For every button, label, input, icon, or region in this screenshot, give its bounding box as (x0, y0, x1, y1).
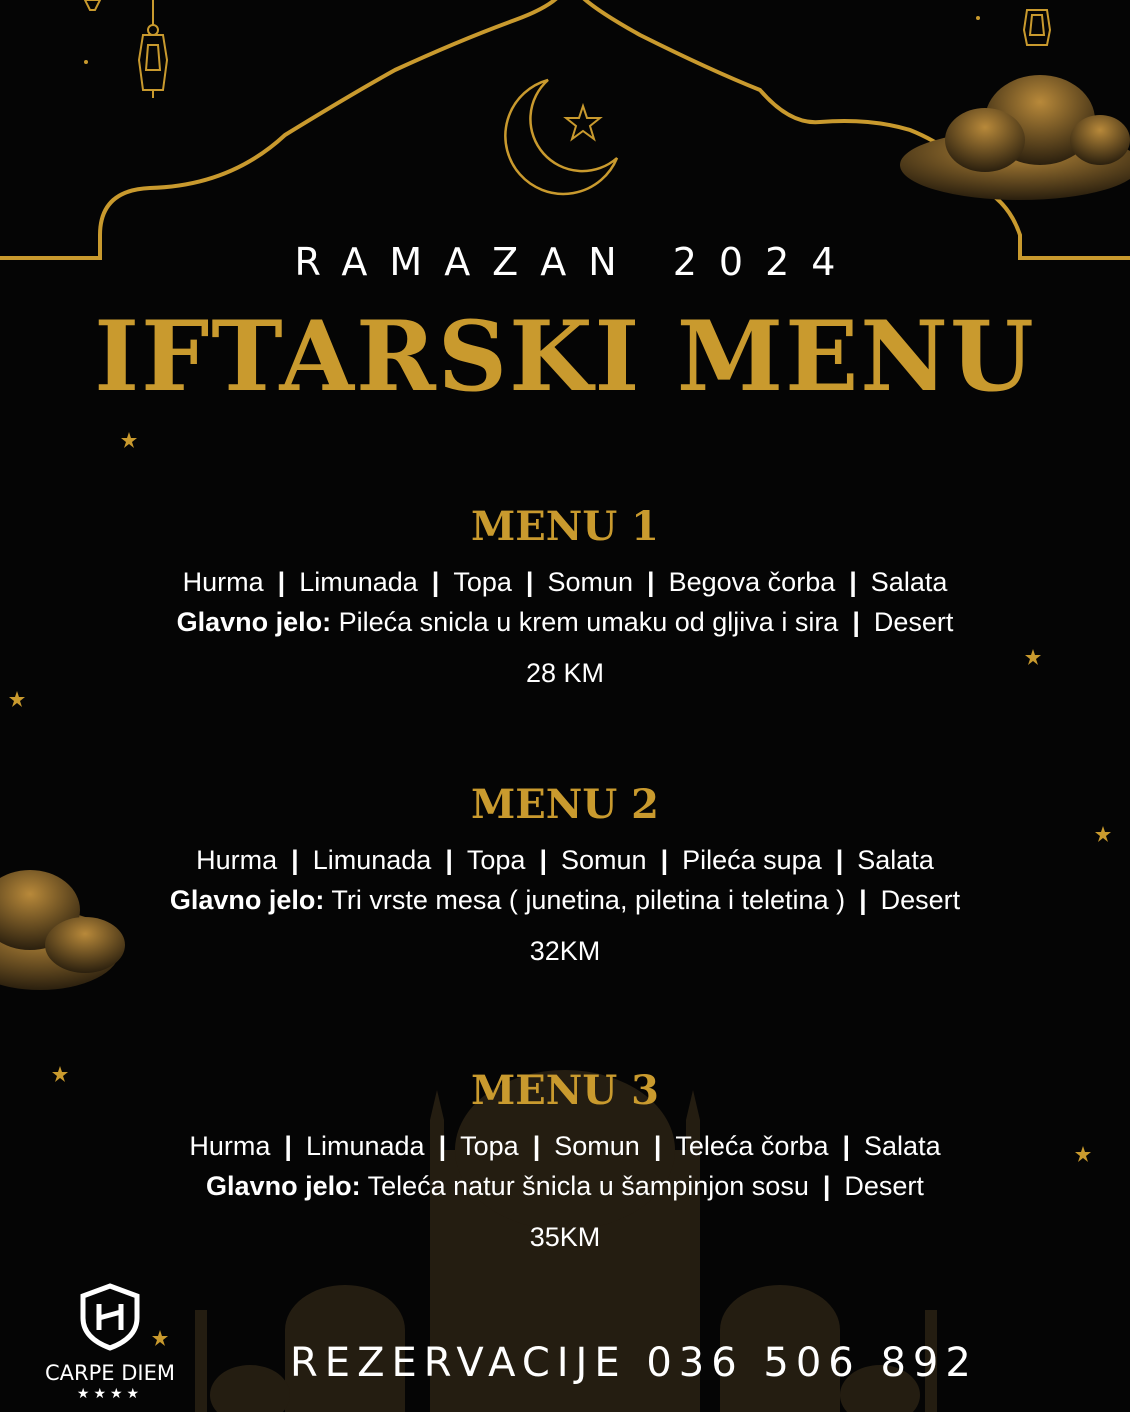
main-dish-line: Glavno jelo: Teleća natur šnicla u šampinjon sosu | Desert (206, 1171, 924, 1201)
menu-heading: MENU 2 (471, 781, 659, 828)
menu-heading: MENU 1 (471, 503, 659, 550)
menu-item: Topa (460, 1131, 519, 1161)
menu-section-2 (0, 780, 1130, 967)
main-dish: Tri vrste mesa ( junetina, piletina i teletina ) (331, 885, 846, 915)
main-dish-label: Glavno jelo: (176, 607, 332, 637)
menu-item: Pileća supa (682, 845, 822, 875)
crescent-star-icon (505, 80, 617, 194)
logo (30, 1282, 190, 1402)
main-dish-label: Glavno jelo: (206, 1171, 361, 1201)
menu-item: Limunada (299, 567, 418, 597)
menu-item: Somun (547, 567, 634, 597)
menu-item: Salata (857, 845, 934, 875)
menu-section-1 (0, 502, 1130, 689)
menu-item: Somun (561, 845, 647, 875)
main-dish-line: Glavno jelo: Pileća snicla u krem umaku od gljiva i sira | Desert (176, 607, 954, 637)
cloud-icon (900, 75, 1130, 200)
menu-items-line: Hurma | Limunada | Topa | Somun | Teleća čorba | Salata (189, 1131, 941, 1161)
dessert: Desert (873, 607, 954, 637)
dessert: Desert (844, 1171, 924, 1201)
menu-item: Topa (466, 845, 526, 875)
main-dish-line: Glavno jelo: Tri vrste mesa ( junetina, piletina i teletina ) | Desert (169, 885, 961, 915)
menu-items-line: Hurma | Limunada | Topa | Somun | Begova čorba | Salata (182, 567, 948, 597)
menu-item: Salata (870, 567, 948, 597)
menu-item: Topa (453, 567, 512, 597)
lantern-icon (139, 0, 167, 98)
lantern-icon (85, 0, 100, 10)
menu-price: 32KM (529, 936, 601, 966)
subtitle: RAMAZAN 2024 (294, 240, 858, 284)
menu-item: Limunada (305, 1131, 425, 1161)
dessert: Desert (880, 885, 961, 915)
menu-item: Begova čorba (668, 567, 836, 597)
main-dish: Teleća natur šnicla u šampinjon sosu (367, 1171, 809, 1201)
menu-item: Limunada (312, 845, 432, 875)
menu-price: 28 KM (525, 658, 605, 688)
reservation-phone: REZERVACIJE 036 506 892 (290, 1340, 978, 1386)
menu-items-line: Hurma | Limunada | Topa | Somun | Pileća supa | Salata (196, 845, 934, 875)
menu-heading: MENU 3 (471, 1067, 659, 1114)
logo-rating-stars: ★★★★ (76, 1385, 144, 1401)
menu-item: Hurma (182, 567, 264, 597)
main-dish-label: Glavno jelo: (169, 885, 325, 915)
menu-price: 35KM (529, 1222, 601, 1252)
menu-item: Hurma (196, 845, 278, 875)
logo-name: CARPE DIEM (45, 1361, 175, 1385)
menu-item: Somun (554, 1131, 640, 1161)
lantern-icon (1024, 10, 1050, 45)
menu-item: Hurma (189, 1131, 271, 1161)
menu-item: Salata (864, 1131, 941, 1161)
menu-section-3 (0, 1066, 1130, 1253)
main-dish: Pileća snicla u krem umaku od gljiva i sira (338, 607, 839, 637)
menu-item: Teleća čorba (675, 1131, 829, 1161)
page-title: IFTARSKI MENU (94, 300, 1036, 413)
shield-logo-icon (75, 1282, 145, 1352)
